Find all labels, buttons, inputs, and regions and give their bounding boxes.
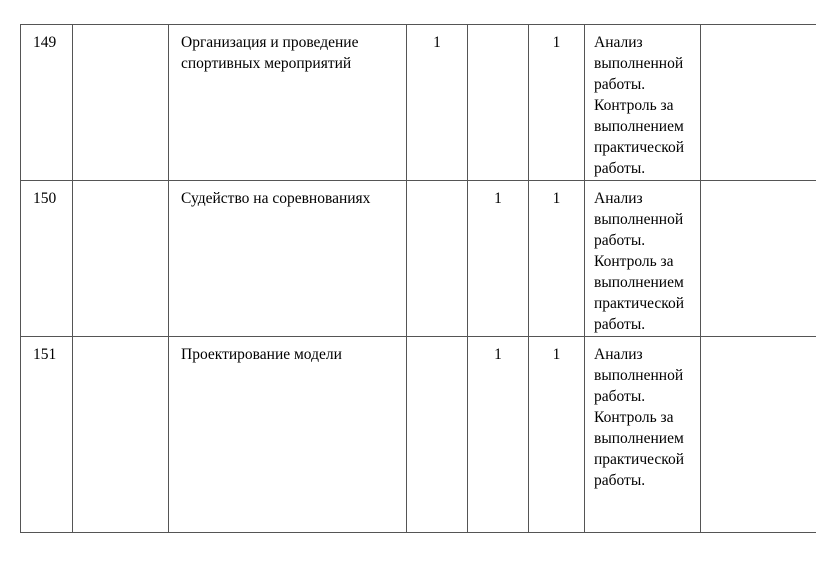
theory-hours bbox=[407, 181, 468, 337]
notes bbox=[701, 25, 816, 181]
lesson-date bbox=[73, 337, 169, 533]
total-hours: 1 bbox=[529, 25, 585, 181]
lesson-topic: Судейство на соревнованиях bbox=[169, 181, 407, 337]
notes bbox=[701, 337, 816, 533]
theory-hours: 1 bbox=[407, 25, 468, 181]
lesson-date bbox=[73, 25, 169, 181]
total-hours: 1 bbox=[529, 181, 585, 337]
lesson-topic: Организация и проведение спортивных мероприятий bbox=[169, 25, 407, 181]
table-row bbox=[21, 25, 816, 181]
practice-hours: 1 bbox=[468, 337, 529, 533]
notes bbox=[701, 181, 816, 337]
control-form: Анализ выполненной работы. Контроль за выполнением практической работы. bbox=[585, 181, 701, 337]
theory-hours bbox=[407, 337, 468, 533]
practice-hours bbox=[468, 25, 529, 181]
lesson-date bbox=[73, 181, 169, 337]
table-row bbox=[21, 337, 816, 533]
curriculum-table bbox=[20, 24, 816, 533]
practice-hours: 1 bbox=[468, 181, 529, 337]
lesson-topic: Проектирование модели bbox=[169, 337, 407, 533]
control-form: Анализ выполненной работы. Контроль за выполнением практической работы. bbox=[585, 25, 701, 181]
lesson-number: 150 bbox=[21, 181, 73, 337]
control-form: Анализ выполненной работы. Контроль за выполнением практической работы. bbox=[585, 337, 701, 533]
table-row bbox=[21, 181, 816, 337]
lesson-number: 149 bbox=[21, 25, 73, 181]
lesson-number: 151 bbox=[21, 337, 73, 533]
total-hours: 1 bbox=[529, 337, 585, 533]
